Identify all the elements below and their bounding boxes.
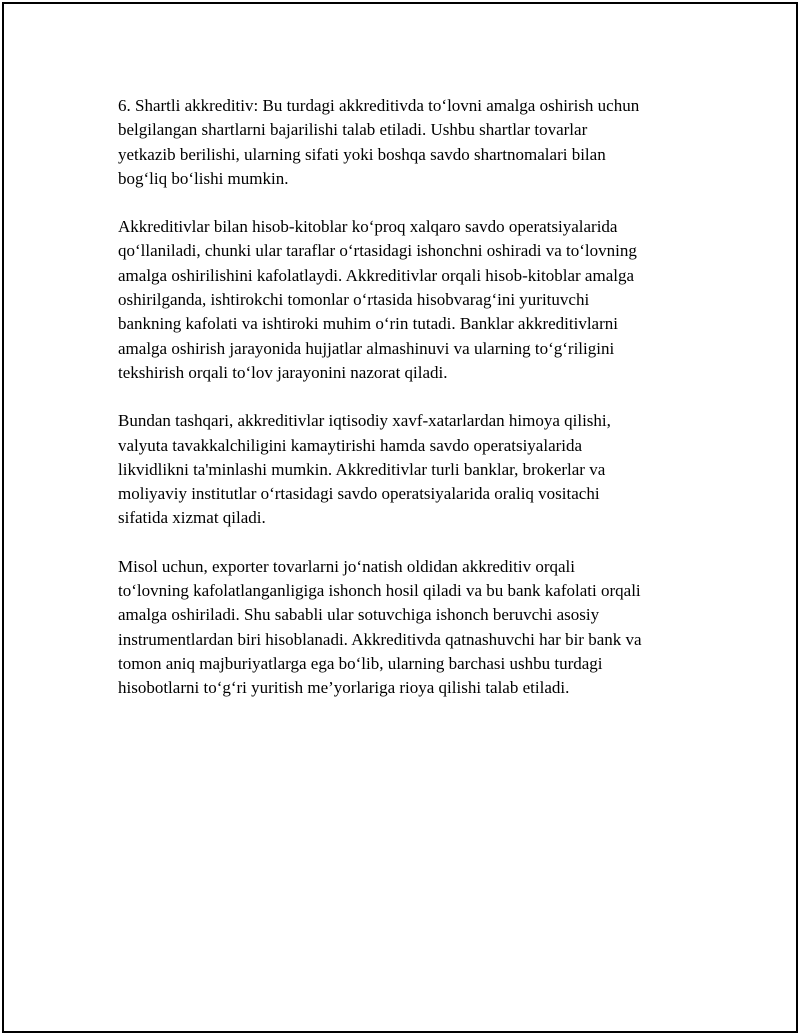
paragraph-conditional-letter-of-credit: 6. Shartli akkreditiv: Bu turdagi akkreditivda to‘lovni amalga oshirish uchun belgilangan shartlarni bajarilishi talab etiladi. Ushbu shartlar tovarlar yetkazib berilishi, ularning sifati yoki boshqa savdo shartnomalari bilan bog‘liq bo‘lishi mumkin. — [118, 96, 640, 188]
document-body — [118, 94, 698, 725]
paragraph-international-trade-usage: Akkreditivlar bilan hisob-kitoblar ko‘proq xalqaro savdo operatsiyalarida qo‘llaniladi, chunki ular taraflar o‘rtasidagi ishonchni oshiradi va to‘lovning amalga oshirilishini kafolatlaydi. Akkreditivlar orqali hisob-kitoblar amalga oshirilganda, ishtirokchi tomonlar o‘rtasida hisobvarag‘ini yurituvchi bankning kafolati va ishtiroki muhim o‘rin tutadi. Banklar akkreditivlarni amalga oshirish jarayonida hujjatlar almashinuvi va ularning to‘g‘riligini tekshirish orqali to‘lov jarayonini nazorat qiladi. — [118, 217, 637, 382]
paragraph-risk-protection: Bundan tashqari, akkreditivlar iqtisodiy xavf-xatarlardan himoya qilishi, valyuta tavakkalchiligini kamaytirishi hamda savdo operatsiyalarida likvidlikni ta'minlashi mumkin. Akkreditivlar turli banklar, brokerlar va moliyaviy institutlar o‘rtasidagi savdo operatsiyalarida oraliq vositachi sifatida xizmat qiladi. — [118, 411, 611, 528]
paragraph-exporter-example: Misol uchun, exporter tovarlarni jo‘natish oldidan akkreditiv orqali to‘lovning kafolatlanganligiga ishonch hosil qiladi va bu bank kafolati orqali amalga oshiriladi. Shu sababli ular sotuvchiga ishonch beruvchi asosiy instrumentlardan biri hisoblanadi. Akkreditivda qatnashuvchi har bir bank va tomon aniq majburiyatlarga ega bo‘lib, ularning barchasi ushbu turdagi hisobotlarni to‘g‘ri yuritish me’yorlariga rioya qilishi talab etiladi. — [118, 556, 642, 698]
